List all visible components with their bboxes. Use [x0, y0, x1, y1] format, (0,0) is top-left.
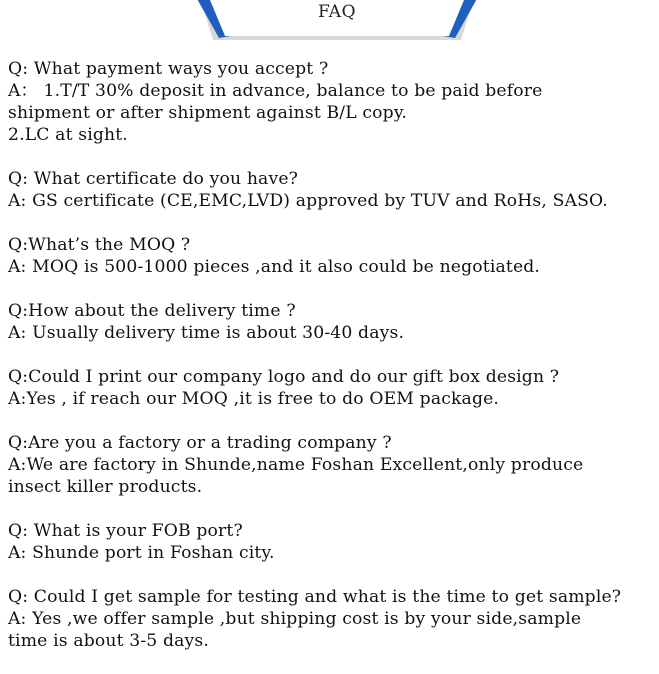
- faq-line: Q: What payment ways you accept ?: [8, 59, 329, 79]
- faq-item-payment: [8, 58, 656, 146]
- faq-line: Q:Could I print our company logo and do our gift box design ?: [8, 367, 560, 387]
- faq-item-delivery: [8, 300, 656, 344]
- faq-item-certificate: [8, 168, 656, 212]
- faq-line: time is about 3-5 days.: [8, 631, 209, 651]
- faq-item-sample: [8, 586, 656, 652]
- faq-line: Q:Are you a factory or a trading company ?: [8, 433, 392, 453]
- faq-line: Q:What’s the MOQ ?: [8, 235, 191, 255]
- faq-line: A: GS certificate (CE,EMC,LVD) approved by TUV and RoHs, SASO.: [8, 191, 608, 211]
- faq-line: A: Usually delivery time is about 30-40 days.: [8, 323, 405, 343]
- faq-item-moq: [8, 234, 656, 278]
- faq-item-fob-port: [8, 520, 656, 564]
- page-title: FAQ: [317, 2, 357, 22]
- faq-line: A: Shunde port in Foshan city.: [8, 543, 275, 563]
- faq-line: Q: Could I get sample for testing and what is the time to get sample?: [8, 587, 622, 607]
- faq-line: 2.LC at sight.: [8, 125, 128, 145]
- faq-line: Q: What is your FOB port?: [8, 521, 243, 541]
- faq-line: Q: What certificate do you have?: [8, 169, 299, 189]
- faq-line: A: MOQ is 500-1000 pieces ,and it also could be negotiated.: [8, 257, 541, 277]
- faq-line: A： 1.T/T 30% deposit in advance, balance to be paid before: [8, 81, 543, 101]
- faq-line: shipment or after shipment against B/L copy.: [8, 103, 408, 123]
- faq-list: [8, 58, 656, 674]
- faq-item-factory: [8, 432, 656, 498]
- faq-banner: [191, 0, 483, 42]
- faq-line: A: Yes ,we offer sample ,but shipping cost is by your side,sample: [8, 609, 582, 629]
- faq-item-logo: [8, 366, 656, 410]
- faq-line: insect killer products.: [8, 477, 203, 497]
- faq-line: Q:How about the delivery time ?: [8, 301, 296, 321]
- faq-line: A:We are factory in Shunde,name Foshan Excellent,only produce: [8, 455, 584, 475]
- faq-line: A:Yes , if reach our MOQ ,it is free to do OEM package.: [8, 389, 500, 409]
